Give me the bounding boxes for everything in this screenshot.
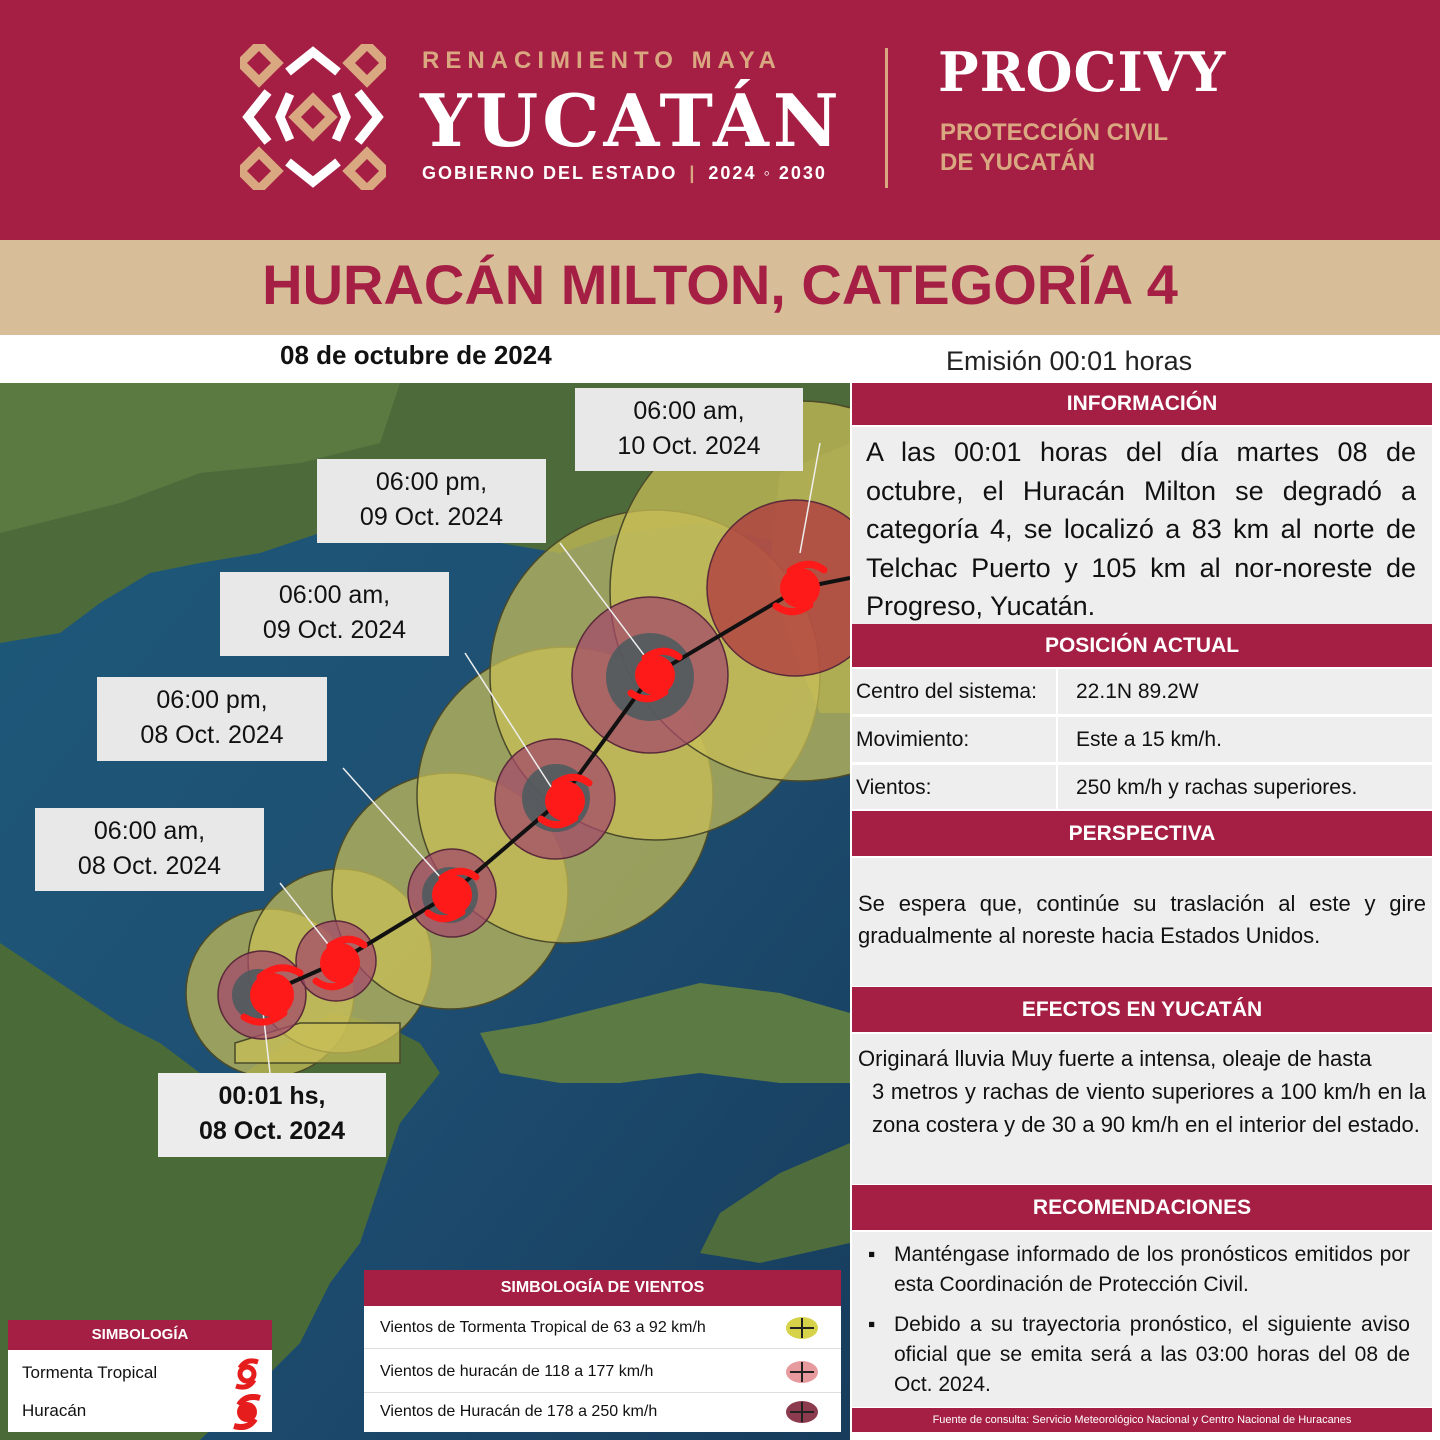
callout-time: 06:00 am, — [633, 397, 745, 425]
wind-legend-row — [364, 1352, 841, 1393]
logo-separator: | — [689, 163, 697, 183]
callout-date: 09 Oct. 2024 — [262, 616, 407, 644]
recommendations-heading: RECOMENDACIONES — [852, 1185, 1432, 1230]
bulletin-date: 08 de octubre de 2024 — [280, 340, 552, 370]
symbology-heading: SIMBOLOGÍA — [8, 1320, 272, 1350]
hurricane-icon — [230, 1394, 264, 1430]
wind-legend-row — [364, 1392, 841, 1432]
logo-tagline: RENACIMIENTO MAYA — [422, 47, 782, 74]
callout-date: 08 Oct. 2024 — [140, 721, 284, 749]
effects-line1: Originará lluvia Muy fuerte a intensa, oleaje de hasta — [858, 1046, 1372, 1071]
position-value: 250 km/h y rachas superiores. — [1076, 776, 1358, 799]
position-row-movement — [852, 717, 1432, 762]
position-label: Vientos: — [856, 776, 932, 799]
recommendation-text: Debido a su trayectoria pronóstico, el siguiente aviso oficial que se emita será a las 03:00 horas del 08 de Oct. 2024. — [894, 1313, 1410, 1396]
logo-wordmark: YUCATÁN — [420, 78, 843, 163]
hurricane-wind-swatch-icon — [784, 1358, 820, 1386]
callout-time: 06:00 am, — [93, 817, 206, 845]
header-divider — [885, 48, 888, 188]
callout-09oct-pm — [317, 459, 546, 543]
callout-current — [158, 1073, 386, 1157]
recommendation-text: Manténgase informado de los pronósticos emitidos por esta Coordinación de Protección Civil. — [894, 1243, 1410, 1296]
effects-text — [852, 1034, 1432, 1184]
callout-date: 08 Oct. 2024 — [77, 852, 222, 880]
callout-10oct-am — [575, 388, 803, 471]
bullet-icon: ▪ — [868, 1313, 876, 1336]
yucatan-logo-icon — [240, 44, 386, 190]
callout-09oct-am — [220, 572, 449, 656]
recommendations-list — [852, 1232, 1432, 1407]
cell-divider — [1056, 717, 1058, 762]
symbology-label: Huracán — [22, 1401, 87, 1420]
effects-rest: 3 metros y rachas de viento superiores a 100 km/h en la zona costera y de 30 a 90 km/h en el interior del estado. — [872, 1079, 1426, 1137]
cell-divider — [1056, 765, 1058, 810]
callout-date: 10 Oct. 2024 — [617, 432, 761, 460]
position-label: Movimiento: — [856, 728, 970, 751]
symbology-label: Tormenta Tropical — [22, 1363, 158, 1382]
symbology-legend — [8, 1320, 272, 1432]
callout-08oct-pm — [97, 677, 327, 761]
position-value: Este a 15 km/h. — [1076, 728, 1222, 751]
outlook-heading: PERSPECTIVA — [852, 811, 1432, 856]
wind-legend-heading: SIMBOLOGÍA DE VIENTOS — [364, 1270, 841, 1306]
wind-legend-label: Vientos de huracán de 118 a 177 km/h — [380, 1363, 654, 1380]
position-row-winds — [852, 765, 1432, 809]
org-fullname-line2: DE YUCATÁN — [940, 149, 1096, 176]
wind-legend-label: Vientos de Tormenta Tropical de 63 a 92 km/h — [380, 1319, 706, 1336]
org-fullname — [940, 118, 1168, 178]
tropical-storm-icon — [230, 1358, 264, 1390]
wind-legend-label: Vientos de Huracán de 178 a 250 km/h — [380, 1403, 658, 1420]
wind-legend — [364, 1270, 841, 1432]
page-title: HURACÁN MILTON, CATEGORÍA 4 — [262, 253, 1178, 316]
cell-divider — [1056, 669, 1058, 714]
org-name: PROCIVY — [938, 40, 1227, 104]
effects-heading: EFECTOS EN YUCATÁN — [852, 987, 1432, 1032]
recommendation-item — [866, 1240, 1410, 1300]
logo-subtitle — [422, 163, 827, 184]
logo-years: 2024 ◦ 2030 — [708, 163, 827, 183]
wind-legend-row — [364, 1308, 841, 1349]
source-note: Fuente de consulta: Servicio Meteorológico Nacional y Centro Nacional de Huracanes — [852, 1408, 1432, 1432]
position-row-center — [852, 669, 1432, 714]
symbology-row-tropical-storm — [8, 1354, 272, 1392]
callout-time: 06:00 pm, — [156, 686, 268, 714]
callout-date: 08 Oct. 2024 — [199, 1117, 345, 1145]
callout-08oct-am — [35, 808, 264, 891]
position-value: 22.1N 89.2W — [1076, 680, 1199, 703]
position-heading: POSICIÓN ACTUAL — [852, 624, 1432, 667]
callout-time: 06:00 pm, — [375, 468, 488, 496]
tropical-storm-wind-swatch-icon — [784, 1314, 820, 1342]
outlook-text: Se espera que, continúe su traslación al este y gire gradualmente al noreste hacia Estados Unidos. — [852, 858, 1432, 986]
bullet-icon: ▪ — [868, 1243, 876, 1266]
info-heading: INFORMACIÓN — [852, 383, 1432, 425]
recommendation-item — [866, 1310, 1410, 1400]
callout-time: 06:00 am, — [278, 581, 391, 609]
logo-government-label: GOBIERNO DEL ESTADO — [422, 163, 678, 183]
org-fullname-line1: PROTECCIÓN CIVIL — [940, 119, 1169, 146]
callout-date: 09 Oct. 2024 — [359, 503, 504, 531]
info-text: A las 00:01 horas del día martes 08 de octubre, el Huracán Milton se degradó a categoría 4, se localizó a 83 km al norte de Telchac Puerto y 105 km al nor-noreste de Progreso, Yucatán. — [852, 427, 1432, 624]
position-label: Centro del sistema: — [856, 680, 1037, 703]
issue-time: Emisión 00:01 horas — [946, 346, 1193, 376]
major-hurricane-wind-swatch-icon — [784, 1398, 820, 1426]
symbology-row-hurricane — [8, 1392, 272, 1430]
callout-time: 00:01 hs, — [218, 1082, 326, 1110]
